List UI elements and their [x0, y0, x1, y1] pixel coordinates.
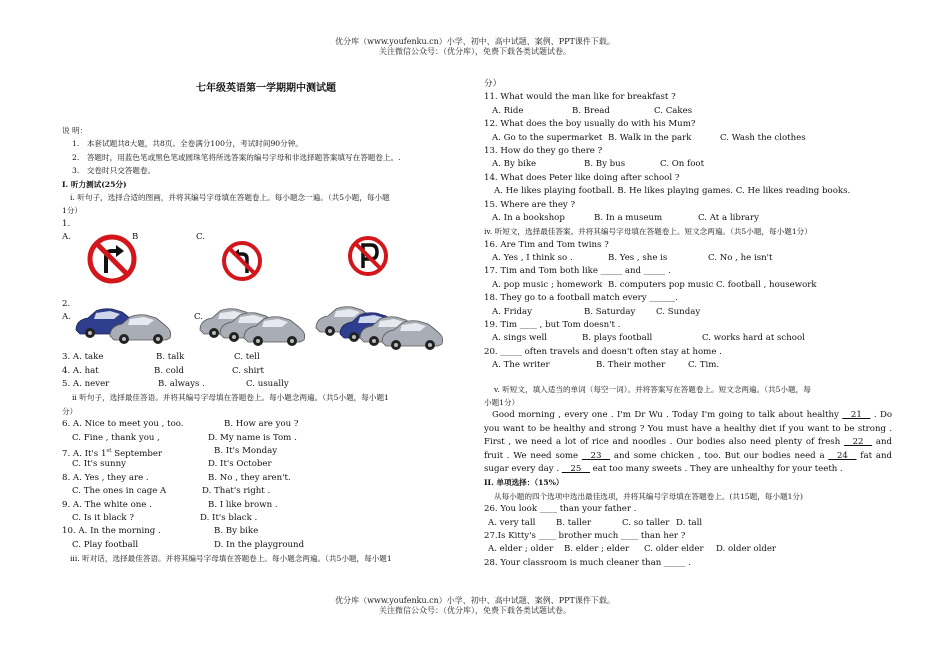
header-line-1: 优分库（www.youfenku.cn）小学、初中、高中试题、案例、PPT课件下载。	[335, 37, 615, 46]
q7-option-b: B. It's Monday	[214, 446, 278, 457]
exam-title: 七年级英语第一学期期中测试题	[196, 83, 336, 94]
q6-option-d: D. My name is Tom .	[208, 432, 297, 443]
q9-option-b: B. I like brown .	[208, 499, 278, 510]
q5-option-a: 5. A. never	[62, 379, 110, 390]
three-cars-icon	[200, 309, 305, 346]
part-v-instruction: v. 听短文，填入适当的单词（每空一词）。并将答案写在答题卷上。短文念两遍。（共5小题，每	[494, 384, 811, 394]
q5-option-c: C. usually	[246, 379, 289, 390]
instruction-1: 1. 本套试题共8大题，共8页。全卷满分100分，考试时间90分钟。	[72, 139, 303, 149]
q4-option-a: 4. A. hat	[62, 365, 99, 376]
blank-21[interactable]: __21__	[842, 410, 871, 421]
q8-option-d: D. That's right .	[202, 486, 271, 497]
question-13: 13. How do they go there ?	[484, 145, 603, 156]
part-ii-instruction-cont: 分）	[62, 406, 78, 416]
q4-option-c: C. shirt	[232, 365, 264, 376]
question-10-cont	[62, 539, 470, 552]
question-2-number: 2.	[62, 298, 71, 309]
q1-label-b: B	[132, 232, 139, 243]
q26-option-a: A. very tall	[488, 517, 536, 528]
question-17-options	[484, 279, 892, 292]
section-1-heading: I. 听力测试(25分)	[62, 179, 127, 189]
q10-option-c: C. Play football	[72, 539, 139, 550]
question-14: 14. What does Peter like doing after school ?	[484, 172, 680, 183]
question-3	[62, 351, 470, 364]
question-7-cont	[62, 458, 470, 471]
q16-option-b: B. Yes , she is	[608, 253, 668, 264]
page-header	[0, 37, 950, 57]
q10-option-b: B. By bike	[214, 526, 259, 537]
part-iv-instruction: iv. 听短文，选择最佳答案。并将其编号字母填在答题卷上。短文念两遍。（共5小题，每小题1分）	[484, 227, 812, 237]
q15-option-c: C. At a library	[698, 212, 760, 223]
question-9-cont	[62, 512, 470, 525]
q18-option-a: A. Friday	[492, 306, 532, 317]
question-1-number: 1.	[62, 218, 71, 229]
q1-label-a: A.	[62, 232, 71, 243]
question-12-options	[484, 132, 892, 145]
part-ii-instruction: ii 听句子，选择最佳答语。并将其编号字母填在答题卷上。每小题念两遍。（共5小题，每小题1	[72, 393, 389, 403]
q12-option-c: C. Wash the clothes	[720, 132, 806, 143]
q16-option-a: A. Yes , I think so .	[492, 253, 573, 264]
question-9	[62, 499, 470, 512]
blank-22[interactable]: __22__	[843, 437, 873, 448]
blank-23[interactable]: __23__	[581, 450, 611, 461]
q2-label-a: A.	[62, 311, 71, 322]
question-27-options	[484, 543, 892, 556]
q27-option-d: D. older older	[716, 544, 777, 555]
q17-option-b: B. computers pop music	[608, 279, 714, 290]
question-15: 15. Where are they ?	[484, 199, 576, 210]
header-line-2: 关注微信公众号：（优分库），免费下载各类试题试卷。	[379, 47, 571, 56]
part-iii-instruction: iii. 听对话，选择最佳答语。并将其编号字母填在答题卷上。每小题念两遍。（共5小题，每小题1	[70, 554, 392, 564]
question-6	[62, 418, 470, 431]
question-18-options	[484, 306, 892, 319]
right-column	[484, 78, 892, 570]
question-4	[62, 365, 470, 378]
q27-option-b: B. elder ; elder	[564, 544, 630, 555]
question-20: 20. _____ often travels and doesn't often stay at home .	[484, 346, 722, 357]
q26-option-c: C. so taller	[622, 517, 670, 528]
instruction-3: 3. 交卷时只交答题卷。	[72, 166, 156, 176]
part-i-instruction-cont: 1分）	[62, 206, 83, 216]
q7-option-c: C. It's sunny	[72, 459, 126, 470]
q15-option-b: B. In a museum	[594, 212, 663, 223]
q18-option-b: B. Saturday	[584, 306, 636, 317]
q17-option-c: C. football , housework	[716, 279, 817, 290]
blank-24[interactable]: __24__	[828, 450, 857, 461]
q9-option-d: D. It's black .	[200, 512, 258, 523]
q8-option-c: C. The ones in cage A	[72, 486, 167, 497]
q8-option-b: B. No , they aren't.	[208, 472, 291, 483]
question-7	[62, 445, 470, 458]
footer-line-1: 优分库（www.youfenku.cn）小学、初中、高中试题、案例、PPT课件下载。	[335, 596, 615, 605]
q6-option-b: B. How are you ?	[224, 419, 299, 430]
q20-option-b: B. Their mother	[596, 360, 666, 371]
cloze-passage: Good morning , every one . I'm Dr Wu . Today I'm going to talk about healthy __21__ . Do you want to be healthy and strong ? You must have a healthy diet if you want to be strong . First , we need a lot of rice and noodles . Our bodies also need plenty of fresh __22__ and fruit . We need some __23__ and some chicken , too. But our bodies need a __24__ fat and sugar every day . __25__ eat too many sweets . They are unhealthy for your teeth .	[484, 410, 893, 474]
question-16-options	[484, 252, 892, 265]
q15-option-a: A. In a bookshop	[492, 212, 565, 223]
instruction-2: 2. 答题时，用蓝色笔或黑色笔或圆珠笔将所选答案的编号字母和非选择题答案填写在答题卷上。.	[72, 152, 401, 162]
q2-label-c: C.	[194, 311, 204, 322]
question-26: 26. You look ____ than your father .	[484, 504, 637, 515]
q12-option-a: A. Go to the supermarket	[492, 132, 603, 143]
q12-option-b: B. Walk in the park	[608, 132, 692, 143]
question-16: 16. Are Tim and Tom twins ?	[484, 239, 609, 250]
no-left-turn-sign-icon	[224, 243, 260, 279]
question-12: 12. What does the boy usually do with his Mum?	[484, 119, 696, 130]
q7-option-a: 7. A. It's 1st September	[62, 448, 163, 459]
footer-line-2: 关注微信公众号：（优分库），免费下载各类试题试卷。	[379, 606, 571, 615]
q2-car-images	[62, 302, 462, 350]
instructions-label: 说 明：	[62, 126, 88, 135]
q5-option-b: B. always .	[158, 379, 205, 390]
q13-option-b: B. By bus	[584, 159, 626, 170]
question-10	[62, 525, 470, 538]
q4-option-b: B. cold	[154, 365, 185, 376]
two-cars-icon	[76, 309, 171, 344]
q3-option-b: B. talk	[156, 352, 185, 363]
q26-option-d: D. tall	[676, 517, 703, 528]
no-right-turn-sign-icon	[90, 237, 134, 281]
question-26-options	[484, 517, 892, 530]
q9-option-c: C. Is it black ?	[72, 512, 134, 523]
q26-option-b: B. taller	[556, 517, 592, 528]
q19-option-b: B. plays football	[582, 333, 653, 344]
part-v-instruction-cont: 小题1分）	[484, 397, 520, 407]
question-13-options	[484, 158, 892, 171]
q17-option-a: A. pop music ; homework	[492, 279, 603, 290]
q9-option-a: 9. A. The white one .	[62, 499, 152, 510]
q3-option-c: C. tell	[234, 352, 260, 363]
part-i-instruction: i. 听句子，选择合适的图画，并将其编号字母填在答题卷上。每小题念一遍。（共5小题，每小题	[70, 192, 390, 202]
q10-option-d: D. In the playground	[214, 539, 305, 550]
question-19-options	[484, 332, 892, 345]
q7-option-d: D. It's October	[208, 459, 272, 470]
q18-option-c: C. Sunday	[656, 306, 701, 317]
question-15-options	[484, 212, 892, 225]
q11-option-b: B. Bread	[572, 105, 610, 116]
question-11: 11. What would the man like for breakfast ?	[484, 92, 676, 103]
q1-label-c: C.	[196, 232, 206, 243]
q13-option-a: A. By bike	[492, 159, 537, 170]
question-14-options: A. He likes playing football. B. He likes playing games. C. He likes reading books.	[494, 186, 851, 197]
four-cars-icon	[316, 307, 443, 350]
q27-option-c: C. older elder	[644, 544, 704, 555]
q27-option-a: A. elder ; older	[488, 544, 554, 555]
question-20-options	[484, 359, 892, 372]
section-2-heading: II. 单项选择：（15%）	[484, 478, 564, 488]
part-iii-instruction-cont: 分）	[484, 79, 502, 89]
question-8	[62, 472, 470, 485]
section-2-instruction: 从每小题的四个选项中选出最佳选项，并将其编号字母填在答题卷上。(共15题，每小题1分)	[494, 491, 803, 501]
question-28: 28. Your classroom is much cleaner than _____ .	[484, 557, 691, 568]
q6-option-a: 6. A. Nice to meet you , too.	[62, 419, 184, 430]
q1-sign-images	[62, 226, 462, 286]
question-8-cont	[62, 485, 470, 498]
question-6-cont	[62, 432, 470, 445]
q19-option-a: A. sings well	[492, 333, 547, 344]
q11-option-c: C. Cakes	[654, 105, 693, 116]
q16-option-c: C. No , he isn't	[708, 253, 773, 264]
no-parking-sign-icon	[350, 238, 386, 274]
q19-option-c: C. works hard at school	[702, 333, 805, 344]
question-27: 27.Is Kitty's ____ brother much ____ than her ?	[484, 530, 686, 541]
q20-option-a: A. The writer	[492, 360, 550, 371]
q20-option-c: C. Tim.	[688, 360, 720, 371]
q6-option-c: C. Fine , thank you ,	[72, 432, 160, 443]
page-footer	[0, 596, 950, 616]
q13-option-c: C. On foot	[660, 159, 705, 170]
blank-25[interactable]: __25__	[561, 464, 590, 474]
q8-option-a: 8. A. Yes , they are .	[62, 472, 149, 483]
question-5	[62, 378, 470, 391]
q10-option-a: 10. A. In the morning .	[62, 526, 161, 537]
q3-option-a: 3. A. take	[62, 352, 104, 363]
question-17: 17. Tim and Tom both like _____ and _____ .	[484, 266, 671, 277]
question-11-options	[484, 105, 892, 118]
question-18: 18. They go to a football match every ______.	[484, 293, 678, 304]
q11-option-a: A. Ride	[492, 105, 524, 116]
question-19: 19. Tim ____ , but Tom doesn't .	[484, 320, 621, 331]
